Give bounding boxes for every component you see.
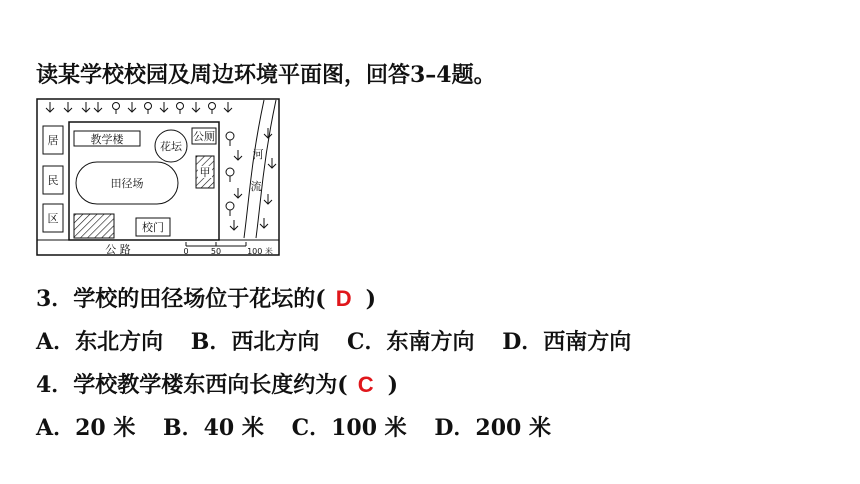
intro-text: 读某学校校园及周边环境平面图，回答3–4题。 [36, 62, 496, 88]
track-field-label: 田径场 [110, 177, 144, 190]
teaching-building-label: 教学楼 [90, 133, 124, 146]
river-label-2: 流 [250, 180, 262, 193]
q3-option-d: D．西南方向 [502, 329, 632, 355]
q3-option-c: C．东南方向 [347, 329, 475, 355]
tree-row [46, 102, 232, 114]
question-3-options [36, 325, 651, 356]
scale-label-50: 50 [210, 247, 222, 256]
q4-option-d: D．200 米 [434, 415, 552, 441]
question-3-close: ) [365, 286, 377, 312]
scale-label-0: 0 [183, 247, 189, 256]
school-gate-label: 校门 [142, 221, 164, 234]
flower-bed-label: 花坛 [160, 140, 182, 153]
question-4-close: ) [387, 372, 399, 398]
question-4-stem: 4．学校教学楼东西向长度约为( [36, 372, 348, 398]
residential-label-2: 民 [47, 174, 59, 187]
question-3-stem: 3．学校的田径场位于花坛的( [36, 286, 326, 312]
q4-option-a: A．20 米 [36, 415, 136, 441]
road-label: 公 路 [105, 243, 131, 256]
question-3-answer: D [335, 286, 352, 311]
river-label-1: 河 [252, 148, 264, 161]
scale-label-100: 100 米 [247, 247, 273, 256]
toilet-label: 公厕 [193, 130, 215, 143]
q4-option-b: B．40 米 [163, 415, 264, 441]
question-4-options [36, 411, 571, 442]
scale-bar [183, 242, 272, 256]
residential-label-3: 区 [47, 212, 59, 225]
q4-option-c: C．100 米 [291, 415, 407, 441]
q3-option-a: A．东北方向 [36, 329, 164, 355]
residential-label-1: 居 [47, 134, 59, 147]
question-4 [36, 368, 398, 399]
question-3 [36, 282, 376, 313]
question-4-answer: C [357, 372, 374, 397]
campus-map [36, 98, 280, 256]
q3-option-b: B．西北方向 [190, 329, 320, 355]
jia-label: 甲 [199, 166, 211, 179]
